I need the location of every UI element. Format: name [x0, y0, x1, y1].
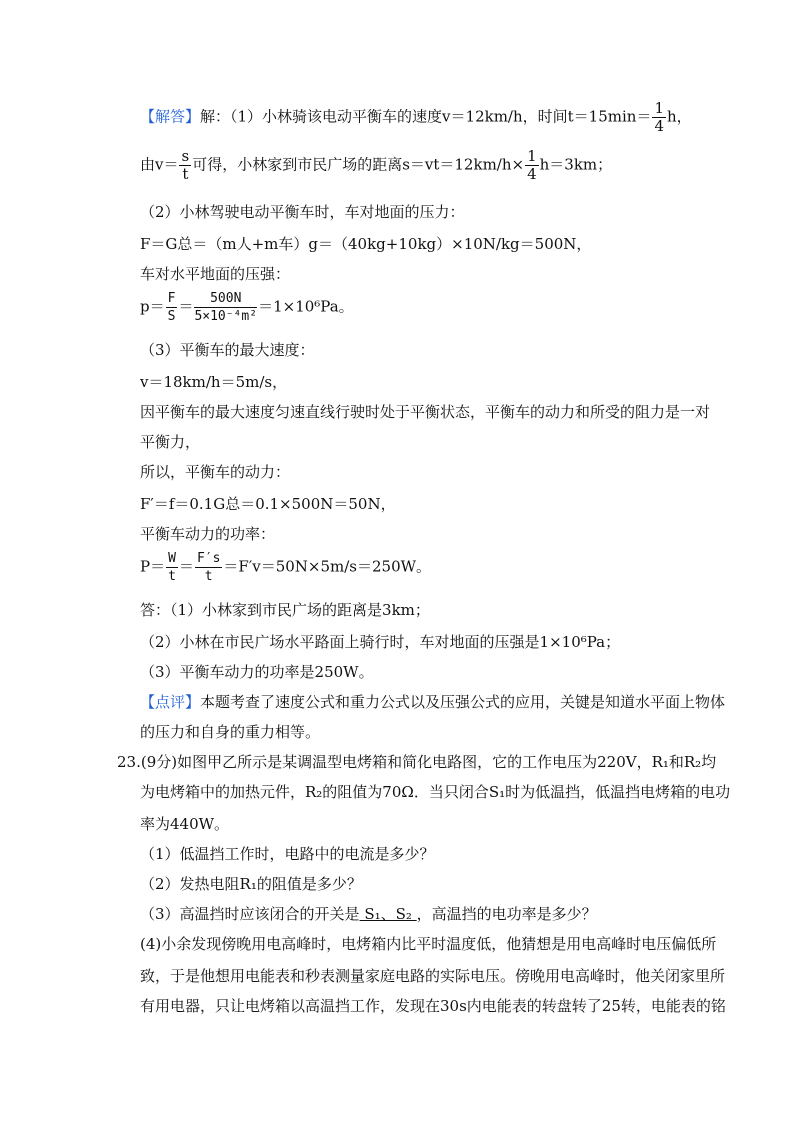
solution-line-10: 平衡力， — [140, 433, 201, 451]
fraction: $\frac{500N}{\text{5×10⁻⁴m²}}$ — [194, 291, 258, 324]
question-number: 23. — [117, 753, 141, 771]
solution-line-9: 因平衡车的最大速度匀速直线行驶时处于平衡状态，平衡车的动力和所受的阻力是一对 — [140, 403, 711, 421]
comment-line-1: 【点评】本题考查了速度公式和重力公式以及压强公式的应用，关键是知道水平面上物体 — [140, 693, 726, 711]
solution-line-5: 车对水平地面的压强： — [140, 265, 291, 283]
subquestion-3: （3）高温挡时应该闭合的开关是 S₁、S₂ ，高温挡的电功率是多少？ — [140, 905, 597, 923]
fraction: $\frac{F}{S}$ — [167, 291, 176, 324]
solution-line-12: F′＝f＝0.1G总＝0.1×500N＝50N， — [140, 495, 396, 513]
question-23-line-2: 为电烤箱中的加热元件，R₂的阻值为70Ω．当只闭合S₁时为低温挡，低温挡电烤箱的电功 — [140, 783, 731, 801]
question-23-line-3: 率为440W。 — [140, 815, 230, 833]
subquestion-4-line-1: (4)小余发现傍晚用电高峰时，电烤箱内比平时温度低，他猜想是用电高峰时电压偏低所 — [140, 935, 717, 953]
solution-line-11: 所以，平衡车的动力： — [140, 463, 291, 481]
answer-line-1: 答：（1）小林家到市民广场的距离是3km； — [140, 601, 430, 619]
solution-line-14: P＝ $\frac{W}{t}$ ＝ $\frac{F's}{t}$ ＝F′v＝50N×5m/s＝250W。 — [140, 551, 432, 584]
fraction: $\frac{F's}{t}$ — [196, 551, 221, 584]
filled-answer: S₁、S₂ — [359, 905, 417, 923]
subquestion-1: （1）低温挡工作时，电路中的电流是多少？ — [140, 845, 435, 863]
solution-line-8: v＝18km/h＝5m/s， — [140, 373, 288, 391]
comment-tag: 【点评】 — [140, 693, 201, 711]
solution-line-3: （2）小林驾驶电动平衡车时，车对地面的压力： — [140, 203, 465, 221]
solution-line-4: F＝G总＝（m人+m车）g＝（40kg+10kg）×10N/kg＝500N， — [140, 235, 592, 253]
fraction: $\frac{s}{t}$ — [181, 147, 190, 183]
solution-line-6: p＝ $\frac{F}{S}$ ＝ $\frac{500N}{\text{5×10⁻⁴m²}}$ ＝1×10⁶Pa。 — [140, 291, 354, 324]
subquestion-2: （2）发热电阻R₁的阻值是多少？ — [140, 875, 362, 893]
solution-line-13: 平衡车动力的功率： — [140, 525, 276, 543]
answer-line-3: （3）平衡车动力的功率是250W。 — [140, 663, 374, 681]
subquestion-4-line-3: 有用电器，只让电烤箱以高温挡工作，发现在30s内电能表的转盘转了25转，电能表的铭 — [140, 997, 726, 1015]
solution-tag: 【解答】 — [140, 107, 201, 126]
question-23-line-1: 23.(9分)如图甲乙所示是某调温型电烤箱和简化电路图，它的工作电压为220V，R₁和R₂均 — [117, 753, 717, 771]
subquestion-4-line-2: 致，于是他想用电能表和秒表测量家庭电路的实际电压。傍晚用电高峰时，他关闭家里所 — [140, 967, 726, 985]
solution-line-2: 由v＝ $\frac{s}{t}$ 可得，小林家到市民广场的距离s＝vt＝12km/h× $\frac{1}{4}$ h＝3km； — [140, 147, 613, 183]
comment-line-2: 的压力和自身的重力相等。 — [140, 723, 321, 741]
solution-line-1: 【解答】解：（1）小林骑该电动平衡车的速度v＝12km/h，时间t＝15min＝ $\frac{1}{4}$ h， — [140, 99, 692, 135]
fraction: $\frac{1}{4}$ — [654, 99, 664, 135]
fraction: $\frac{W}{t}$ — [168, 551, 176, 584]
answer-line-2: （2）小林在市民广场水平路面上骑行时，车对地面的压强是1×10⁶Pa； — [140, 633, 621, 651]
fraction: $\frac{1}{4}$ — [527, 147, 537, 183]
solution-line-7: （3）平衡车的最大速度： — [140, 341, 315, 359]
